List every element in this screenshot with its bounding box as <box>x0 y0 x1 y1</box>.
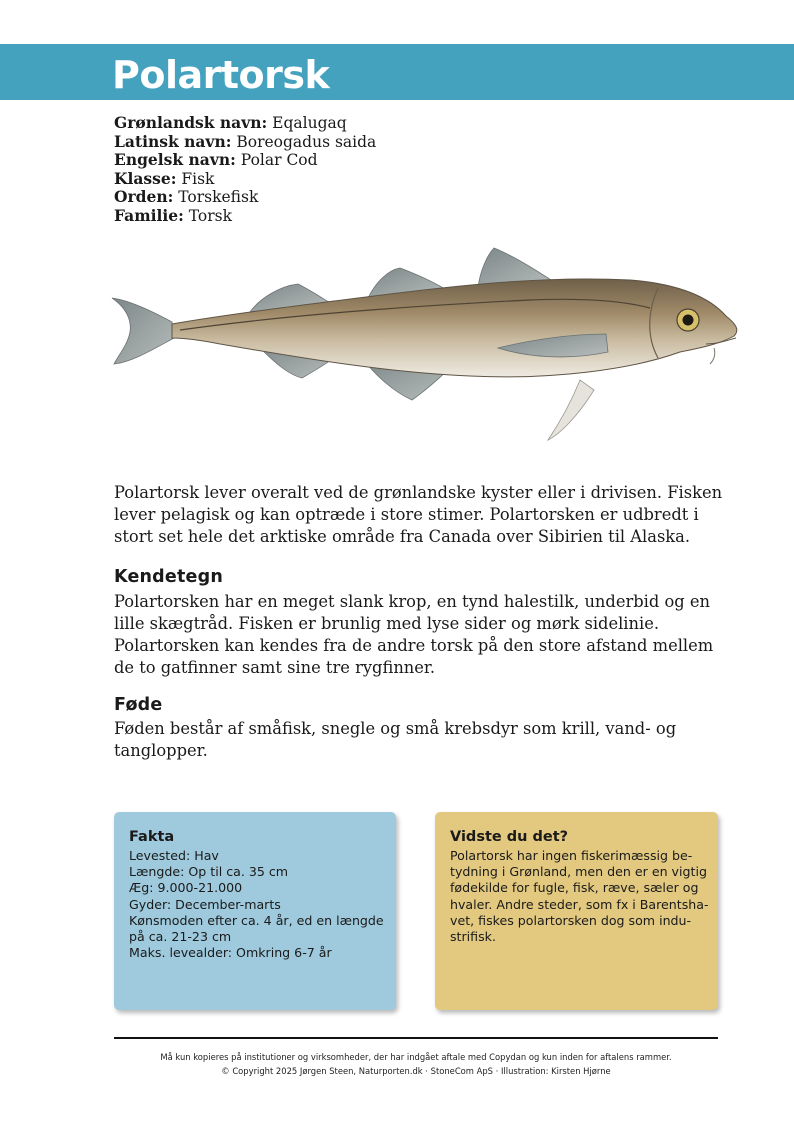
fakta-line: Længde: Op til ca. 35 cm <box>129 864 289 880</box>
fish-body <box>172 279 737 377</box>
info-row-class <box>114 170 376 189</box>
fakta-line: Gyder: December-marts <box>129 896 281 912</box>
fakta-line: Æg: 9.000-21.000 <box>129 880 243 896</box>
heading-kendetegn: Kendetegn <box>114 567 223 587</box>
info-row-order <box>114 188 376 207</box>
intro-paragraph: Polartorsk lever overalt ved de grønlandske kyster eller i drivisen. Fisken lever pelagisk og kan optræde i store stimer. Polartorsken er udbredt i stort set hele det arktiske område fra Canada over Sibirien til Alaska. <box>114 483 723 546</box>
fakta-box <box>114 812 396 1010</box>
did-you-know-line: tydning i Grønland, men den er en vigtig <box>450 864 707 880</box>
footer-divider <box>114 1037 718 1039</box>
page-title: Polartorsk <box>112 53 330 97</box>
did-you-know-line: strifisk. <box>450 929 496 945</box>
fakta-list <box>129 848 384 961</box>
info-label: Grønlandsk navn: <box>114 113 268 132</box>
polar-cod-illustration <box>110 240 744 450</box>
info-row-family <box>114 207 376 226</box>
footer <box>114 1050 718 1078</box>
heading-foede: Føde <box>114 695 163 715</box>
info-value: Boreogadus saida <box>231 132 377 151</box>
fish-pupil <box>683 315 694 326</box>
did-you-know-box <box>435 812 718 1010</box>
info-value: Polar Cod <box>235 151 318 170</box>
footer-copy-notice: Må kun kopieres på institutioner og virksomheder, der har indgået aftale med Copydan og kun inden for aftalens rammer. <box>160 1052 672 1062</box>
info-label: Klasse: <box>114 168 177 188</box>
species-info <box>114 114 376 226</box>
kendetegn-paragraph: Polartorsken har en meget slank krop, en tynd halestilk, underbid og en lille skægtråd. Fisken er brunlig med lyse sider og mørk sidelinie. Polartorsken kan kendes fra de andre torsk på den store afstand mellem de to gatfinner samt sine tre rygfinner. <box>114 592 714 677</box>
did-you-know-text <box>450 848 709 945</box>
info-row-english-name <box>114 151 376 170</box>
footer-copyright: © Copyright 2025 Jørgen Steen, Naturporten.dk · StoneCom ApS · Illustration: Kirsten Hjørne <box>221 1066 611 1076</box>
info-value: Fisk <box>176 169 215 188</box>
info-label: Familie: <box>114 205 184 225</box>
did-you-know-heading: Vidste du det? <box>450 829 569 845</box>
info-value: Torsk <box>183 206 233 225</box>
did-you-know-line: Polartorsk har ingen fiskerimæssig be- <box>450 848 693 863</box>
info-value: Torskefisk <box>173 188 259 207</box>
fakta-line: på ca. 21-23 cm <box>129 929 232 945</box>
fakta-heading: Fakta <box>129 829 175 845</box>
tail-fin <box>112 298 174 364</box>
fakta-line: Levested: Hav <box>129 848 219 863</box>
did-you-know-line: hvaler. Andre steder, som fx i Barentsha- <box>450 896 709 912</box>
info-row-greenlandic-name <box>114 114 376 133</box>
fakta-line: Maks. levealder: Omkring 6-7 år <box>129 945 332 961</box>
fakta-line: Kønsmoden efter ca. 4 år, ed en længde <box>129 912 384 928</box>
info-row-latin-name <box>114 133 376 152</box>
did-you-know-line: fødekilde for fugle, fisk, ræve, sæler og <box>450 880 699 896</box>
did-you-know-line: vet, fiskes polartorsken dog som indu- <box>450 912 692 928</box>
info-label: Latinsk navn: <box>114 131 232 151</box>
barbel <box>710 348 715 364</box>
info-label: Orden: <box>114 187 174 207</box>
pelvic-fin <box>548 380 594 440</box>
foede-paragraph: Føden består af småfisk, snegle og små krebsdyr som krill, vand- og tanglopper. <box>114 719 677 760</box>
info-value: Eqalugaq <box>267 114 347 132</box>
info-label: Engelsk navn: <box>114 150 236 170</box>
